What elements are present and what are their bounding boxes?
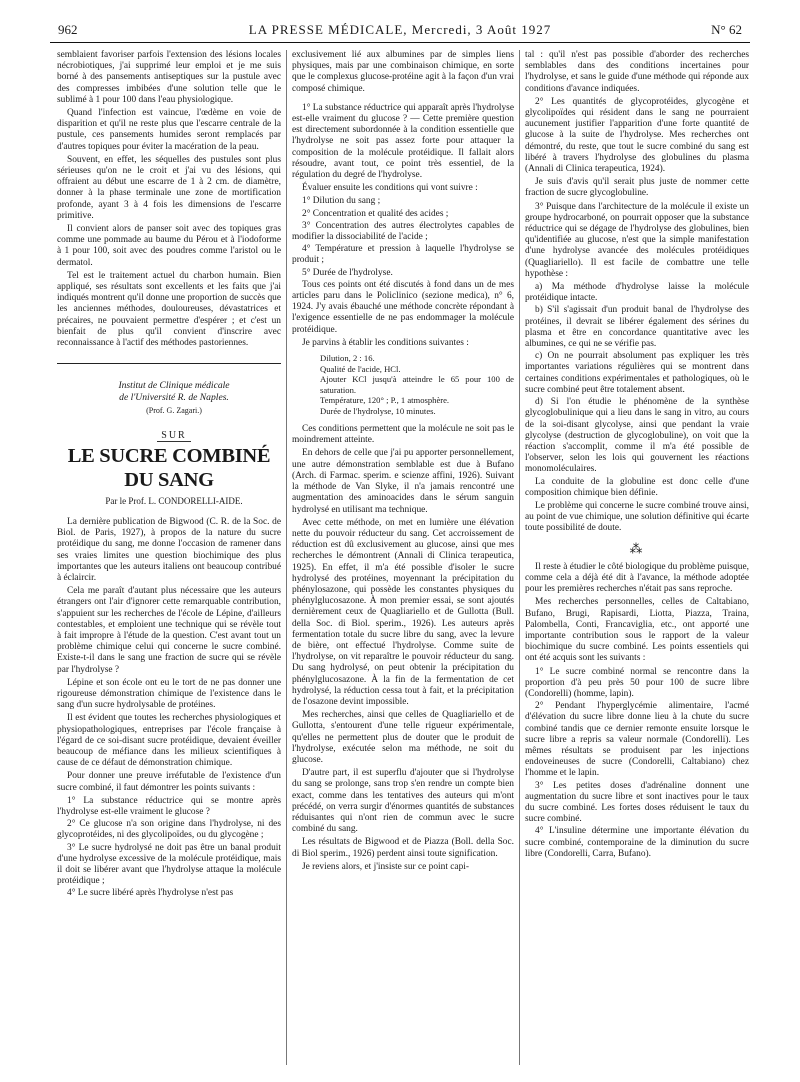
page-header: [58, 22, 742, 42]
article-separator: [57, 363, 281, 364]
list-item: c) On ne pourrait absolument pas expliquer les très importantes variations régulières qui se montrent dans certaines conditions expérimentales et pathologiques, où le sucre combiné peut être totalement absent.: [525, 351, 749, 395]
paragraph: exclusivement lié aux albumines par de simples liens physiques, mais par une combinaison chimique, en sorte que le complexus glucose-protéine agit à la façon d'un vrai composé chimique.: [292, 50, 514, 94]
paragraph: D'autre part, il est superflu d'ajouter que si l'hydrolyse du sang se prolonge, sans trop s'en rendre un compte bien exact, comme dans les tentatives des auteurs qui m'ont précédé, on verra surgir d'énormes quantités de substances réduisantes qui n'ont rien de commun avec le sucre combiné du sang.: [292, 768, 514, 835]
column-1: [57, 50, 281, 1060]
list-item: 1° Le sucre combiné normal se rencontre dans la proportion d'à peu près 50 pour 100 de sucre libre (Condorelli) (homme, lapin).: [525, 666, 749, 699]
issue-number: N° 62: [711, 22, 742, 37]
list-item: 2° Ce glucose n'a son origine dans l'hydrolyse, ni des glycoprotéides, ni des glycolipoïdes, ou du glycogène ;: [57, 819, 281, 841]
list-item: 4° Température et pression à laquelle l'hydrolyse se produit ;: [292, 244, 514, 266]
paragraph: Avec cette méthode, on met en lumière une élévation nette du pouvoir réducteur du sang. Cet accroissement de réduction est dû exclusivement au glucose, ainsi que mes recherches le démontrent (Annali di Clinica terapeutica, 1925). En effet, il m'a été possible d'isoler le sucre hydrolysé des protéines, moyennant la précipitation du phénylosazone, qui possède les constantes physiques du phénylglucosazone. À mon premier essai, se sont ajoutés dernièrement ceux de Quagliariello et de Gullotta (Bull. della Soc. di Biol. sperim., 1926). Les auteurs après fermentation totale du sucre libre du sang, avec la levure de bière, ont effectué l'hydrolyse. Comme suite de l'hydrolyse, on vit reparaître le pouvoir réducteur du sang. Du sang hydrolysé, on peut obtenir la précipitation du phénylglucosazone. À la fin de la fermentation de cet hydrolysé, la réduction cessa tout à fait, et la précipitation de l'osazone devint impossible.: [292, 517, 514, 707]
paragraph: Je suis d'avis qu'il serait plus juste de nommer cette fraction de sucre glycoglobuline.: [525, 177, 749, 199]
column-divider-2: [519, 50, 520, 1065]
paragraph: Tel est le traitement actuel du charbon humain. Bien appliqué, ses résultats sont excellents et les faits que j'ai indiqués montrent qu'il donne une proportion de succès que les anciennes méthodes, douloureuses, dévastatrices et précaires, ne pouvaient permettre d'espérer ; et c'est un bienfait de plus qu'il convient d'inscrire avec reconnaissance à l'actif des méthodes pastoriennes.: [57, 270, 281, 349]
list-item: 4° L'insuline détermine une importante élévation du sucre combiné, contemporaine de la diminution du sucre libre (Condorelli, Carra, Bufano).: [525, 826, 749, 859]
list-item: 5° Durée de l'hydrolyse.: [302, 267, 393, 278]
title-prefix: [57, 430, 281, 441]
institute-line: de l'Université R. de Naples.: [119, 391, 229, 403]
institute-line: Institut de Clinique médicale: [118, 380, 230, 392]
paragraph: Les résultats de Bigwood et de Piazza (Boll. della Soc. di Biol sperim., 1926) perdent ainsi toute signification.: [292, 837, 514, 859]
paragraph: Évaluer ensuite les conditions qui vont suivre :: [302, 183, 478, 194]
column-2: [292, 50, 514, 1060]
list-item: d) Si l'on étudie le phénomène de la synthèse glycoglobulinique qui a lieu dans le sang in vitro, au cours de la soi-disant glycolyse, ainsi que pendant la vraie glycolyse (destruction de glycoglobuline), on voit que la réaction s'accomplit, comme il m'a été possible de l'observer, selon les lois qui gouvernent les réactions monomoléculaires.: [525, 397, 749, 475]
header-rule: [50, 42, 750, 43]
paragraph: Ces conditions permettent que la molécule ne soit pas le moindrement atteinte.: [292, 424, 514, 446]
list-item: 1° La substance réductrice qui se montre après l'hydrolyse est-elle vraiment le glucose ?: [57, 795, 281, 817]
section-ornament: ⁂: [629, 540, 645, 556]
list-item: 1° Dilution du sang ;: [302, 196, 381, 207]
condition-line: Dilution, 2 : 16.: [320, 353, 375, 364]
paragraph: Pour donner une preuve irréfutable de l'existence d'un sucre combiné, il faut démontrer les points suivants :: [57, 771, 281, 793]
list-item: a) Ma méthode d'hydrolyse laisse la molécule protéidique intacte.: [525, 282, 749, 304]
paragraph: Je reviens alors, et j'insiste sur ce point capi-: [302, 861, 470, 872]
paragraph: Souvent, en effet, les séquelles des pustules sont plus sérieuses qu'on ne le croit et j'ai vu des lésions, qui offraient au début une escarre de 1 à 2 cm. de diamètre, donner à la phase terminale une zone de mortification profonde, ayant 3 à 4 fois les dimensions de l'escarre primitive.: [57, 154, 281, 221]
journal-title: LA PRESSE MÉDICALE, Mercredi, 3 Août 1927: [248, 22, 552, 37]
paragraph: semblaient favoriser parfois l'extension des lésions locales nécrobiotiques, j'ai supprimé leur emploi et je me suis borné à des pansements antiseptiques sur la pustule avec des compresses imbibées d'une solution telle que le sublimé à 1 pour 100 dans l'eau physiologique.: [57, 50, 281, 105]
paragraph: Mes recherches, ainsi que celles de Quagliariello et de Gullotta, s'entourent d'une telle rigueur expérimentale, qu'elles ne permettent plus de douter que le produit de l'hydrolyse, exécutée selon ma méthode, ne soit du glucose.: [292, 710, 514, 765]
paragraph: Mes recherches personnelles, celles de Caltabiano, Bufano, Brugi, Rapisardi, Liotta, Piazza, Traina, Palombella, Conti, Francaviglia, etc., ont apporté une importante contribution sous le rapport de la valeur biochimique du sucre combiné. Les points essentiels qui ont été acquis sont les suivants :: [525, 597, 749, 664]
condition-line: Qualité de l'acide, HCl.: [320, 363, 401, 374]
paragraph: Tous ces points ont été discutés à fond dans un de mes articles paru dans le Policlinico (sezione medica), n° 6, 1924. J'y avais ébauché une méthode concrète répondant à l'exigence essentielle de ne pas endommager la molécule protéidique.: [292, 279, 514, 335]
column-divider-1: [286, 50, 287, 1065]
section-heading-paragraph: 1° La substance réductrice qui apparaît après l'hydrolyse est-elle vraiment du glucose ? — Cette première question est directement subordonnée à la condition essentielle que l'hydrolyse ne soit pas assez forte pour attaquer la composition de la molécule protéidique. Il fallait alors résoudre, avant tout, ce point très essentiel, de la régulation du degré de l'hydrolyse.: [292, 102, 514, 181]
list-item: 2° Pendant l'hyperglycémie alimentaire, l'acmé d'élévation du sucre libre donne lieu à la chute du sucre combiné tandis que ce dernier remonte ensuite lorsque le sucre libre a repris sa valeur normale (Condorelli). Les mêmes résultats se produisent par les injections endoveineuses de sucre (Condorelli, Caltabiano) chez l'homme et le lapin.: [525, 701, 749, 779]
list-item: b) S'il s'agissait d'un produit banal de l'hydrolyse des protéines, il devrait se libérer également des sérines du plasma et être en concordance quantitative avec les albumines, ce qui ne se vérifie pas.: [525, 305, 749, 350]
condition-line: Ajouter KCl jusqu'à atteindre le 65 pour 100 de saturation.: [320, 374, 514, 395]
paragraph: Quand l'infection est vaincue, l'œdème en voie de disparition et qu'il ne reste plus que l'escarre centrale de la pustule, ces pansements humides seront remplacés par d'autres topiques pour éviter la macération de la peau.: [57, 108, 281, 152]
title-prefix-text: SUR: [157, 430, 190, 442]
conditions-block: [292, 353, 514, 416]
paragraph: Je parvins à établir les conditions suivantes :: [302, 337, 469, 348]
byline: Par le Prof. L. CONDORELLI-AIDE.: [105, 495, 243, 506]
paragraph: En dehors de celle que j'ai pu apporter personnellement, une autre démonstration semblable est due à Bufano (Arch. di Farmac. sperim. e scienze affini, 1926). Suivant la méthode de Van Slyke, il n'a jamais rencontré une augmentation des aminoacides dans le sérum sanguin hydrolysé en utilisant ma technique.: [292, 448, 514, 515]
paragraph: Cela me paraît d'autant plus nécessaire que les auteurs étrangers ont l'air d'ignorer cette remarquable contribution, s'appuient sur les recherches de l'école de Lépine, d'ailleurs contestables, et emploient une technique qui se révèle tout à fait impropre à l'étude de la question. C'est avant tout un problème chimique celui qui concerne le sucre combiné. Existe-t-il dans le sang une fraction de sucre qui se révèle par l'hydrolyse ?: [57, 586, 281, 675]
paragraph: Le problème qui concerne le sucre combiné trouve ainsi, au point de vue chimique, une solution définitive qui écarte toute possibilité de doute.: [525, 500, 749, 534]
paragraph: Lépine et son école ont eu le tort de ne pas donner une rigoureuse démonstration chimique de l'existence dans le sang d'un sucre hydrolysable de protéines.: [57, 677, 281, 711]
institute-director: (Prof. G. Zagari.): [146, 406, 202, 416]
paragraph: La dernière publication de Bigwood (C. R. de la Soc. de Biol. de Paris, 1927), à propos de la nature du sucre protéidique du sang, me donne l'occasion de ramener dans ses vraies limites une question biochimique des plus importantes que les auteurs italiens ont beaucoup contribué à éclaircir.: [57, 516, 281, 583]
paragraph: 3° Puisque dans l'architecture de la molécule il existe un groupe hydrocarboné, on pourrait opposer que la substance réductrice qui se dégage de l'hydrolyse des globulines, bien qu'identifiée au glucose, n'est que la simple manifestation d'une hydrolyse avancée des molécules protéidiques (Quagliariello). Il est facile de combattre une telle hypothèse :: [525, 201, 749, 279]
list-item: 3° Les petites doses d'adrénaline donnent une augmentation du sucre libre et sont inactives pour le taux du sucre combiné. Les fortes doses réduisent le taux du sucre combiné.: [525, 780, 749, 825]
list-item: 3° Concentration des autres électrolytes capables de modifier la dissociabilité de l'acide ;: [292, 220, 514, 243]
paragraph: tal : qu'il n'est pas possible d'aborder des recherches semblables dans des conditions incertaines pour l'hydrolyse, et sans le guide d'une méthode qui réponde aux conditions d'avance indiquées.: [525, 50, 749, 94]
paragraph: Il reste à étudier le côté biologique du problème puisque, comme cela a déjà été dit à l'avance, la méthode adoptée pour les premières recherches n'était pas sans reproche.: [525, 561, 749, 595]
column-3: [525, 50, 749, 1060]
list-item: 2° Concentration et qualité des acides ;: [302, 208, 449, 219]
page-number: 962: [58, 22, 78, 37]
condition-line: Température, 120° ; P., 1 atmosphère.: [320, 395, 450, 406]
article-title: LE SUCRE COMBINÉ DU SANG: [67, 444, 271, 491]
paragraph: La conduite de la globuline est donc celle d'une composition chimique bien définie.: [525, 476, 749, 498]
paragraph: Il convient alors de panser soit avec des topiques gras comme une pommade au baume du Pérou et à l'iodoforme à 1 pour 100, soit avec des poudres comme l'aristol ou le dermatol.: [57, 224, 281, 268]
list-item: 4° Le sucre libéré après l'hydrolyse n'est pas: [67, 888, 234, 899]
paragraph: 2° Les quantités de glycoprotéides, glycogène et glycolipoïdes qui résident dans le sang ne pourraient aucunement justifier l'apparition d'une forte quantité de glucose à la suite de l'hydrolyse. Mes recherches ont démontré, du reste, que tout le sucre combiné du sang est libéré à travers l'hydrolyse des globulines du plasma (Annali di Clinica terapeutica, 1924).: [525, 96, 749, 175]
list-item: 3° Le sucre hydrolysé ne doit pas être un banal produit d'une hydrolyse excessive de la molécule protéidique, mais il doit se libérer avant que l'hydrolyse attaque la molécule protéidique ;: [57, 842, 281, 887]
paragraph: Il est évident que toutes les recherches physiologiques et physiopathologiques, entreprises par l'école française à l'égard de ce soi-disant sucre protéidique, devaient éveiller beaucoup de méfiance dans les milieux scientifiques à cause de ce défaut de démonstration chimique.: [57, 713, 281, 769]
condition-line: Durée de l'hydrolyse, 10 minutes.: [320, 405, 436, 416]
